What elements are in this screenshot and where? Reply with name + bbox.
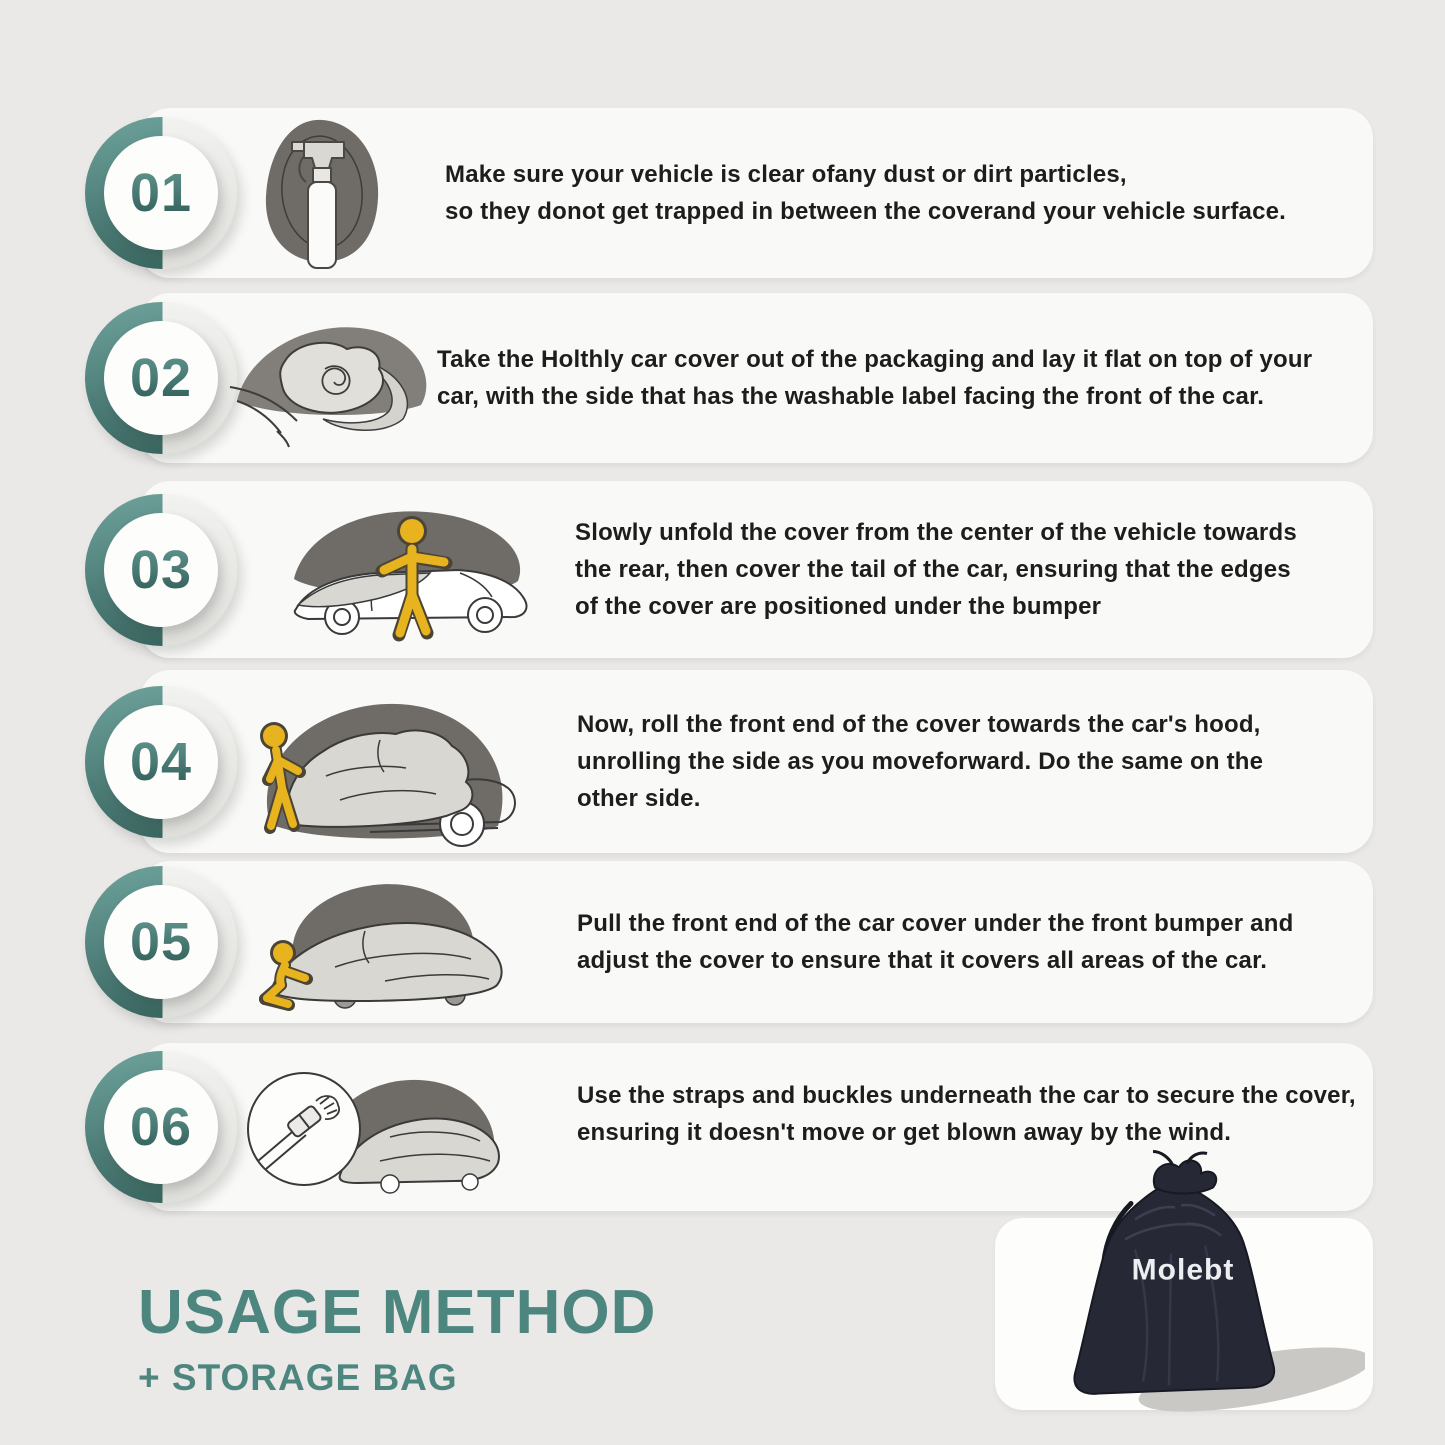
badge-face <box>104 136 218 250</box>
step-text-line: of the cover are positioned under the bumper <box>575 593 1102 620</box>
badge-face <box>104 1070 218 1184</box>
step-number: 01 <box>129 163 193 223</box>
step-number-badge <box>85 302 237 454</box>
badge-face <box>104 321 218 435</box>
step-text-line: the rear, then cover the tail of the car, ensuring that the edges <box>575 556 1291 583</box>
person-rolling-cover-to-hood-icon <box>230 676 525 852</box>
step-text-line: adjust the cover to ensure that it covers all areas of the car. <box>577 947 1268 974</box>
step-text-line: car, with the side that has the washable label facing the front of the car. <box>437 383 1265 410</box>
step-number: 05 <box>129 912 193 972</box>
step-number-badge <box>85 117 237 269</box>
spray-bottle-icon <box>252 116 392 274</box>
footer-title: USAGE METHOD <box>138 1278 657 1347</box>
step-text-line: Make sure your vehicle is clear ofany dust or dirt particles, <box>445 161 1127 188</box>
step-text-line: unrolling the side as you moveforward. Do the same on the <box>577 748 1264 775</box>
step-text <box>437 293 1312 463</box>
step-text-line: Use the straps and buckles underneath the car to secure the cover, <box>577 1082 1356 1109</box>
step-text <box>577 861 1293 1023</box>
step-text-line: Slowly unfold the cover from the center of the vehicle towards <box>575 519 1297 546</box>
step-number-badge <box>85 686 237 838</box>
badge-face <box>104 885 218 999</box>
step-text <box>577 670 1263 853</box>
step-text-line: Take the Holthly car cover out of the packaging and lay it flat on top of your <box>437 346 1313 373</box>
strap-buckle-magnifier-icon <box>240 1057 540 1202</box>
storage-bag-photo <box>1015 1148 1365 1416</box>
step-number-badge <box>85 494 237 646</box>
step-text-line: ensuring it doesn't move or get blown away by the wind. <box>577 1119 1232 1146</box>
step-number: 02 <box>129 348 193 408</box>
step-row-1 <box>129 108 1373 278</box>
step-row-2 <box>129 293 1373 463</box>
step-text <box>575 481 1297 658</box>
step-text-line: Pull the front end of the car cover under the front bumper and <box>577 910 1294 937</box>
step-text-line: Now, roll the front end of the cover towards the car's hood, <box>577 711 1261 738</box>
person-unfolding-cover-over-car-icon <box>280 493 545 645</box>
step-text-line: so they donot get trapped in between the coverand your vehicle surface. <box>445 198 1287 225</box>
step-number: 06 <box>129 1097 193 1157</box>
step-text <box>445 108 1286 278</box>
footer-subtitle: + STORAGE BAG <box>138 1357 458 1398</box>
step-text-line: other side. <box>577 785 701 812</box>
badge-face <box>104 705 218 819</box>
step-row-3 <box>129 481 1373 658</box>
step-row-5 <box>129 861 1373 1023</box>
badge-face <box>104 513 218 627</box>
step-number: 03 <box>129 539 193 600</box>
person-pulling-cover-under-bumper-icon <box>245 867 525 1017</box>
bag-brand-text: Molebt <box>1131 1253 1235 1287</box>
step-number-badge <box>85 1051 237 1203</box>
step-row-4 <box>129 670 1373 853</box>
step-number-badge <box>85 866 237 1018</box>
rolled-cover-on-car-roof-icon <box>225 303 440 453</box>
step-number: 04 <box>129 731 193 792</box>
